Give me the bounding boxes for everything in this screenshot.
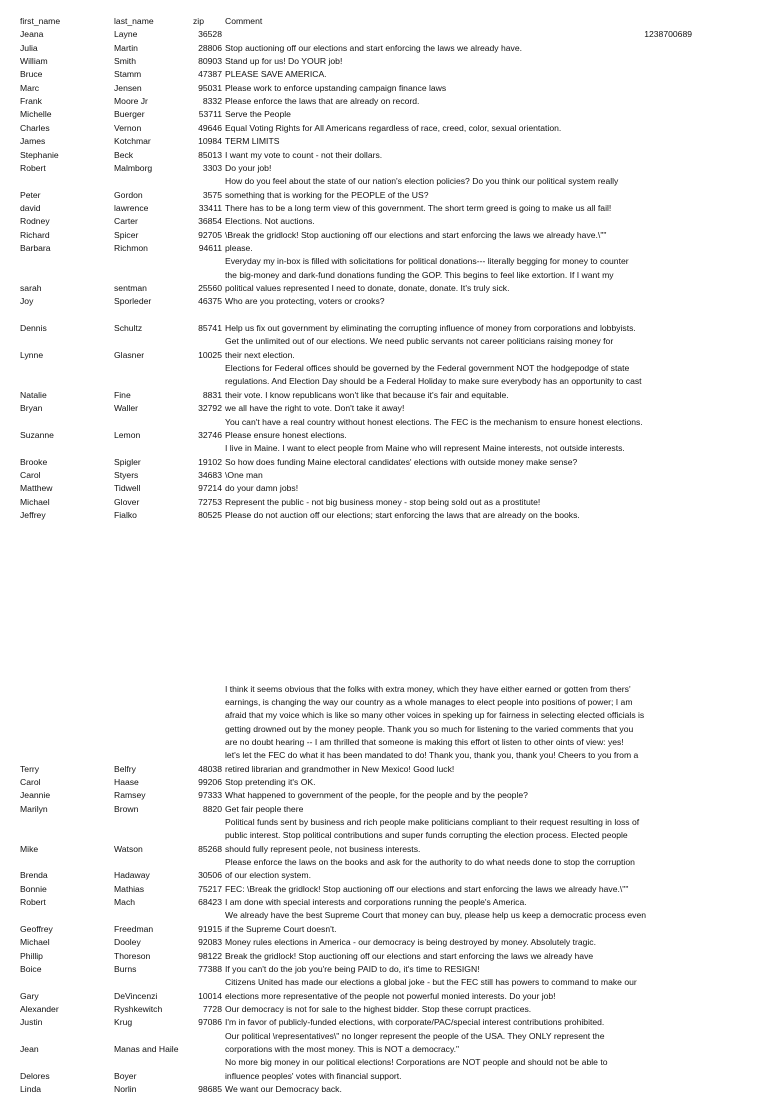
zip-cell: 97333 (198, 790, 222, 801)
last-name-cell: Moore Jr (114, 96, 148, 107)
last-name-cell: Richmon (114, 242, 148, 253)
last-name-cell: Hadaway (114, 870, 150, 881)
last-name-cell: Thoreson (114, 950, 151, 961)
comment-cell: please. (225, 242, 253, 253)
zip-cell: 85268 (198, 843, 222, 854)
last-name-cell: Fialko (114, 509, 137, 520)
comment-continuation-line: afraid that my voice which is like so many other voices in speking up for fairness in selecting elected officials is (225, 710, 645, 721)
zip-cell: 80525 (198, 509, 222, 520)
comment-cell: I want my vote to count - not their dollars. (225, 149, 383, 160)
comment-continuation-line: You can't have a real country without honest elections. The FEC is the mechanism to ensure honest elections. (225, 416, 643, 427)
first-name-cell: Phillip (20, 950, 43, 961)
comment-continuation-line: How do you feel about the state of our nation's election policies? Do you think our political system really (225, 176, 619, 187)
last-name-cell: Carter (114, 216, 138, 227)
comment-cell: What happened to government of the people, for the people and by the people? (225, 790, 528, 801)
first-name-cell: Barbara (20, 242, 51, 253)
last-name-cell: Mach (114, 897, 136, 908)
first-name-cell: Michael (20, 496, 50, 507)
comment-cell: their next election. (225, 349, 295, 360)
comment-cell: if the Supreme Court doesn't. (225, 923, 337, 934)
zip-cell: 10984 (198, 136, 222, 147)
comment-cell: Please work to enforce upstanding campaign finance laws (225, 82, 447, 93)
zip-cell: 48038 (198, 763, 222, 774)
header-last-name: last_name (114, 16, 154, 26)
first-name-cell: Jean (20, 1043, 39, 1054)
zip-cell: 8820 (202, 803, 222, 814)
zip-cell: 95031 (198, 82, 222, 93)
comment-cell: do your damn jobs! (225, 483, 299, 494)
first-name-cell: Bonnie (20, 883, 47, 894)
first-name-cell: Joy (20, 296, 34, 307)
first-name-cell: Gary (20, 990, 39, 1001)
comment-continuation-line: Get the unlimited out of our elections. We need public servants not career politicians raising money for (225, 336, 614, 347)
comment-continuation-line: Elections for Federal offices should be governed by the Federal government NOT the hodgepodge of state (225, 363, 630, 374)
zip-cell: 34683 (198, 469, 222, 480)
last-name-cell: Sporleder (114, 296, 152, 307)
comment-cell: \Break the gridlock! Stop auctioning off our elections and start enforcing the laws we already have.\"" (225, 229, 607, 240)
comment-cell: Do your job! (225, 162, 272, 173)
first-name-cell: Michael (20, 937, 50, 948)
zip-cell: 68423 (198, 897, 222, 908)
zip-cell: 94611 (198, 242, 222, 253)
zip-cell: 99206 (198, 776, 222, 787)
last-name-cell: Spigler (114, 456, 141, 467)
first-name-cell: Justin (20, 1017, 43, 1028)
first-name-cell: Julia (20, 42, 38, 53)
comment-cell: Break the gridlock! Stop auctioning off our elections and start enforcing the laws we already have (225, 950, 594, 961)
first-name-cell: Alexander (20, 1003, 59, 1014)
comment-cell: \One man (225, 469, 263, 480)
header-first-name: first_name (20, 16, 61, 26)
last-name-cell: Norlin (114, 1084, 137, 1094)
first-name-cell: Brooke (20, 456, 48, 467)
last-name-cell: Glover (114, 496, 140, 507)
zip-cell: 80903 (198, 56, 222, 67)
zip-cell: 32792 (198, 403, 222, 414)
last-name-cell: sentman (114, 283, 147, 293)
comment-continuation-line: are no doubt hearing -- I am thrilled that someone is making this effort ot listen to other oints of view: yes! (225, 736, 624, 747)
zip-cell: 47387 (198, 69, 222, 80)
first-name-cell: Suzanne (20, 429, 54, 440)
header-zip: zip (193, 16, 204, 26)
comment-cell: I am done with special interests and corporations running the people's America. (225, 897, 527, 908)
zip-cell: 97086 (198, 1017, 222, 1028)
last-name-cell: Watson (114, 843, 143, 854)
first-name-cell: Lynne (20, 349, 44, 360)
last-name-cell: Vernon (114, 122, 142, 133)
comment-cell: Please do not auction off our elections; start enforcing the laws that are already on the books. (225, 509, 580, 520)
header-comment: Comment (225, 16, 263, 26)
first-name-cell: Robert (20, 897, 46, 908)
last-name-cell: Krug (114, 1017, 133, 1028)
last-name-cell: Buerger (114, 109, 145, 120)
first-name-cell: Stephanie (20, 149, 59, 160)
first-name-cell: Richard (20, 229, 50, 240)
comment-cell: Serve the People (225, 109, 291, 120)
last-name-cell: lawrence (114, 202, 149, 213)
first-name-cell: Rodney (20, 216, 50, 227)
first-name-cell: James (20, 136, 46, 147)
comment-cell: Who are you protecting, voters or crooks? (225, 296, 385, 307)
zip-cell: 91915 (198, 923, 222, 934)
zip-cell: 25560 (198, 283, 222, 293)
comment-continuation-line: earnings, is changing the way our country as a whole manages to elect people into positions of power; I am (225, 696, 633, 707)
last-name-cell: Boyer (114, 1070, 137, 1081)
comment-continuation-line: getting drowned out by the money people. Thank you so much for listening to the varied comments that you (225, 723, 634, 734)
zip-cell: 33411 (198, 202, 222, 213)
comment-cell: political values represented I need to donate, donate, donate. It's truly sick. (225, 283, 510, 293)
comment-continuation-line: Everyday my in-box is filled with solicitations for political donations--- literally begging for money to counter (225, 256, 629, 267)
first-name-cell: Michelle (20, 109, 52, 120)
last-name-cell: Ryshkewitch (114, 1003, 163, 1014)
comment-continuation-line: Citizens United has made our elections a global joke - but the FEC still has powers to command to make our (225, 977, 637, 988)
last-name-cell: Stamm (114, 69, 142, 80)
last-name-cell: Belfry (114, 763, 136, 774)
comment-cell: Please ensure honest elections. (225, 429, 347, 440)
last-name-cell: Manas and Haile (114, 1043, 179, 1054)
comment-cell: Stop auctioning off our elections and start enforcing the laws we already have. (225, 42, 522, 53)
comment-cell: their vote. I know republicans won't like that because it's fair and equitable. (225, 389, 509, 400)
first-name-cell: William (20, 56, 48, 67)
comment-continuation-line: We already have the best Supreme Court that money can buy, please help us keep a democratic process even (225, 910, 647, 921)
zip-cell: 49646 (198, 122, 222, 133)
last-name-cell: Dooley (114, 937, 141, 948)
zip-cell: 7728 (202, 1003, 222, 1014)
last-name-cell: Lemon (114, 429, 141, 440)
comment-cell: Get fair people there (225, 803, 304, 814)
last-name-cell: Ramsey (114, 790, 146, 801)
zip-cell: 85013 (198, 149, 222, 160)
comment-continuation-line: No more big money in our political elections! Corporations are NOT people and should not be able to (225, 1057, 608, 1068)
comment-cell: I'm in favor of publicly-funded elections, with corporate/PAC/special interest contributions prohibited. (225, 1017, 605, 1028)
first-name-cell: Jeffrey (20, 509, 46, 520)
first-name-cell: Carol (20, 776, 41, 787)
comment-continuation-line: regulations. And Election Day should be a Federal Holiday to make sure everybody has an opportunity to cast (225, 376, 642, 387)
comment-cell: There has to be a long term view of this government. The short term greed is going to make us all fail! (225, 202, 612, 213)
first-name-cell: Charles (20, 122, 50, 133)
last-name-cell: Smith (114, 56, 136, 67)
comment-cell: influence peoples' votes with financial support. (225, 1070, 402, 1081)
comment-cell: retired librarian and grandmother in New Mexico! Good luck! (225, 763, 455, 774)
comment-continuation-line: I live in Maine. I want to elect people from Maine who will represent Maine interests, not outside interests. (225, 443, 625, 454)
zip-cell: 92705 (198, 229, 222, 240)
first-name-cell: Geoffrey (20, 923, 53, 934)
last-name-cell: Waller (114, 403, 139, 414)
first-name-cell: Carol (20, 469, 41, 480)
comment-cell: Help us fix out government by eliminating the corrupting influence of money from corporations and lobbyists. (225, 323, 636, 334)
comment-cell: Please enforce the laws that are already on record. (225, 96, 420, 107)
first-name-cell: Jeannie (20, 790, 51, 801)
comment-continuation-line: public interest. Stop political contributions and super funds corrupting the election process. Elected people (225, 830, 628, 841)
zip-cell: 10025 (198, 349, 222, 360)
zip-cell: 32746 (198, 429, 222, 440)
comment-cell: should fully represent peole, not business interests. (225, 843, 421, 854)
comment-cell: corporations with the most money. This is NOT a democracy." (225, 1043, 460, 1054)
last-name-cell: Burns (114, 963, 137, 974)
last-name-cell: Glasner (114, 349, 145, 360)
first-name-cell: Linda (20, 1084, 42, 1094)
first-name-cell: Jeana (20, 29, 44, 40)
first-name-cell: Delores (20, 1070, 50, 1081)
first-name-cell: Natalie (20, 389, 47, 400)
first-name-cell: Brenda (20, 870, 48, 881)
comment-continuation-line: let's let the FEC do what it has been mandated to do! Thank you, thank you, thank you! Cheers to you from a (225, 750, 639, 761)
comment-cell: Our democracy is not for sale to the highest bidder. Stop these corrupt practices. (225, 1003, 532, 1014)
first-name-cell: Matthew (20, 483, 53, 494)
comment-cell: So how does funding Maine electoral candidates' elections with outside money make sense? (225, 456, 578, 467)
zip-cell: 10014 (198, 990, 222, 1001)
zip-cell: 36854 (198, 216, 222, 227)
last-name-cell: DeVincenzi (114, 990, 158, 1001)
comment-continuation-line: I think it seems obvious that the folks with extra money, which they have either earned or gotten from thers' (225, 683, 631, 694)
first-name-cell: Marilyn (20, 803, 48, 814)
last-name-cell: Spicer (114, 229, 139, 240)
comment-continuation-line: Please enforce the laws on the books and ask for the authority to do what needs done to stop the corruption (225, 857, 635, 868)
zip-cell: 72753 (198, 496, 222, 507)
comment-continuation-line: Our political \representatives\" no longer represent the people of the USA. They ONLY represent the (225, 1030, 605, 1041)
zip-cell: 75217 (198, 883, 222, 894)
first-name-cell: Frank (20, 96, 42, 107)
first-name-cell: david (20, 202, 41, 213)
zip-cell: 3303 (202, 162, 222, 173)
zip-cell: 28806 (198, 42, 222, 53)
last-name-cell: Jensen (114, 82, 142, 93)
first-name-cell: Mike (20, 843, 39, 854)
zip-cell: 92083 (198, 937, 222, 948)
first-name-cell: Terry (20, 763, 40, 774)
comment-cell: We want our Democracy back. (225, 1084, 342, 1094)
comment-cell: elections more representative of the people not powerful monied interests. Do your job! (225, 990, 556, 1001)
zip-cell: 53711 (198, 109, 222, 120)
first-name-cell: sarah (20, 283, 42, 293)
last-name-cell: Mathias (114, 883, 145, 894)
last-name-cell: Brown (114, 803, 139, 814)
zip-cell: 85741 (198, 323, 222, 334)
zip-cell: 30506 (198, 870, 222, 881)
first-name-cell: Marc (20, 82, 40, 93)
first-name-cell: Dennis (20, 323, 47, 334)
zip-cell: 36528 (198, 29, 222, 40)
comment-cell: TERM LIMITS (225, 136, 280, 147)
comment-continuation-line: the big-money and dark-fund donations funding the GOP. This begins to feel like extortion. If I want my (225, 269, 614, 280)
first-name-cell: Peter (20, 189, 41, 200)
comment-cell: we all have the right to vote. Don't take it away! (225, 403, 405, 414)
comment-cell: If you can't do the job you're being PAID to do, it's time to RESIGN! (225, 963, 480, 974)
zip-cell: 98122 (198, 950, 222, 961)
last-name-cell: Freedman (114, 923, 154, 934)
zip-cell: 98685 (198, 1084, 222, 1094)
last-name-cell: Martin (114, 42, 138, 53)
comment-cell: PLEASE SAVE AMERICA. (225, 69, 327, 80)
zip-cell: 97214 (198, 483, 222, 494)
zip-cell: 46375 (198, 296, 222, 307)
comment-continuation-line: Political funds sent by business and rich people make politicians compliant to their request resulting in loss of (225, 817, 640, 827)
comment-cell: of our election system. (225, 870, 311, 881)
last-name-cell: Haase (114, 776, 139, 787)
last-name-cell: Kotchmar (114, 136, 151, 147)
zip-cell: 8831 (202, 389, 222, 400)
zip-cell: 19102 (198, 456, 222, 467)
zip-cell: 77388 (198, 963, 222, 974)
zip-cell: 3575 (202, 189, 222, 200)
first-name-cell: Bruce (20, 69, 43, 80)
comment-cell: something that is working for the PEOPLE of the US? (225, 189, 429, 200)
last-name-cell: Tidwell (114, 483, 141, 494)
comment-cell: Represent the public - not big business money - stop being sold out as a prostitute! (225, 496, 541, 507)
first-name-cell: Boice (20, 963, 42, 974)
first-name-cell: Robert (20, 162, 46, 173)
comment-cell: FEC: \Break the gridlock! Stop auctioning off our elections and start enforcing the laws we already have.\"" (225, 883, 629, 894)
last-name-cell: Beck (114, 149, 134, 160)
comment-cell: Equal Voting Rights for All Americans regardless of race, creed, color, sexual orientation. (225, 122, 562, 133)
comment-cell: Stand up for us! Do YOUR job! (225, 56, 343, 67)
comment-cell: Stop pretending it's OK. (225, 776, 316, 787)
last-name-cell: Fine (114, 389, 131, 400)
last-name-cell: Layne (114, 29, 138, 40)
zip-cell: 8332 (202, 96, 222, 107)
extra-id-cell: 1238700689 (644, 29, 692, 40)
comment-cell: Money rules elections in America - our democracy is being destroyed by money. Absolutely tragic. (225, 937, 596, 948)
last-name-cell: Styers (114, 469, 139, 480)
comment-cell: Elections. Not auctions. (225, 216, 315, 227)
last-name-cell: Malmborg (114, 162, 153, 173)
first-name-cell: Bryan (20, 403, 43, 414)
last-name-cell: Gordon (114, 189, 143, 200)
last-name-cell: Schultz (114, 323, 143, 334)
